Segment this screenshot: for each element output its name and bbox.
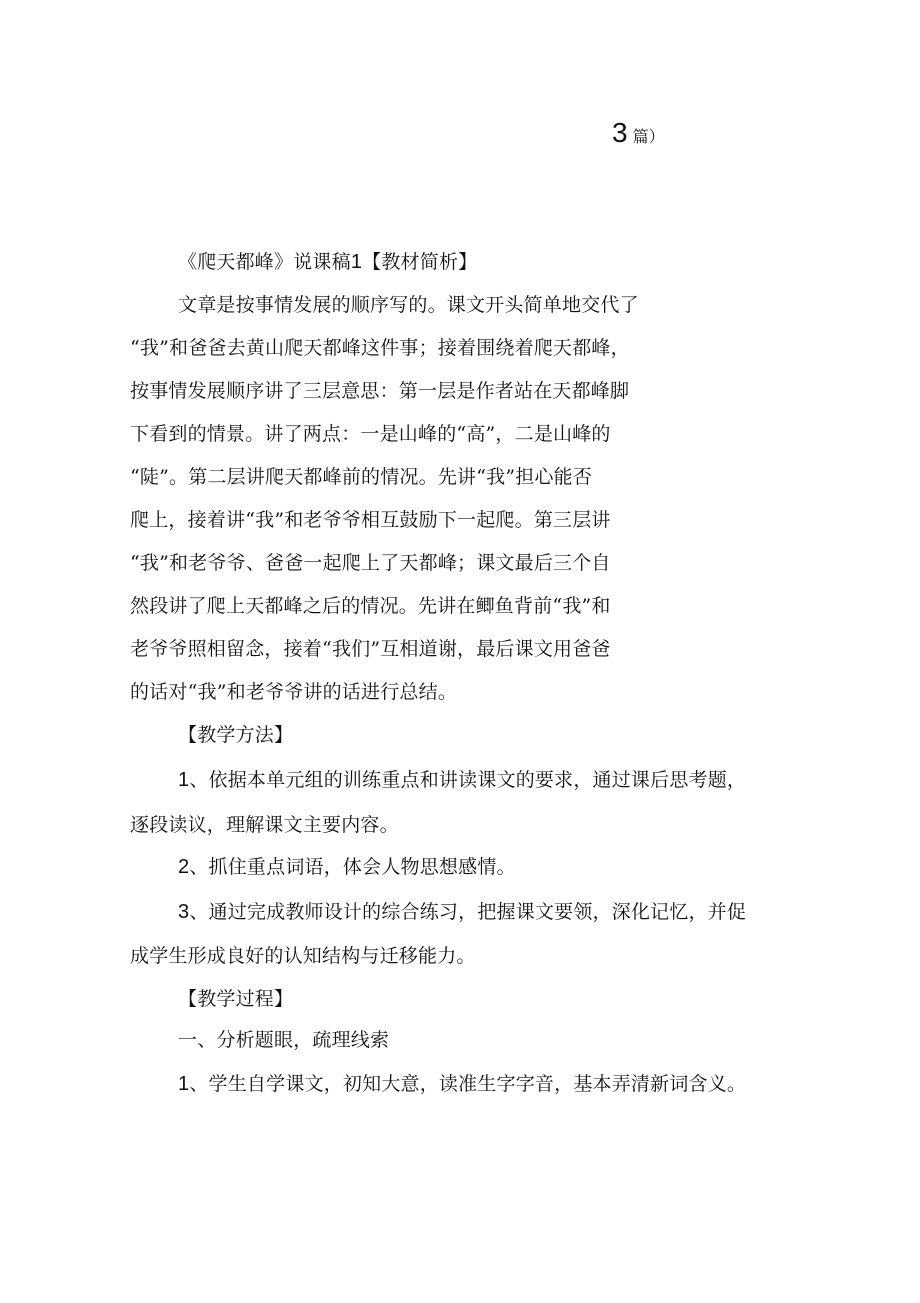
analysis-line: “陡”。第二层讲爬天都峰前的情况。先讲“我”担心能否 <box>130 466 593 488</box>
process-item-number: 1 <box>178 1073 190 1095</box>
analysis-line: 按事情发展顺序讲了三层意思：第一层是作者站在天都峰脚 <box>130 380 630 402</box>
method-item-number: 2 <box>178 856 190 878</box>
methods-heading: 【教学方法】 <box>178 724 294 746</box>
process-step-1: 一、分析题眼，疏理线索 <box>178 1029 390 1051</box>
analysis-line: 文章是按事情发展的顺序写的。课文开头简单地交代了 <box>178 294 639 316</box>
method-item-text: 、依据本单元组的训练重点和讲读课文的要求，通过课后思考题， <box>189 769 747 791</box>
analysis-line: 爬上，接着讲“我”和老爷爷相互鼓励下一起爬。第三层讲 <box>130 509 611 531</box>
title-section: 【教材简析】 <box>362 251 478 273</box>
process-heading: 【教学过程】 <box>178 988 294 1010</box>
analysis-line: “我”和老爷爷、爸爸一起爬上了天都峰；课文最后三个自 <box>130 552 611 574</box>
header-suffix: 篇） <box>632 127 665 146</box>
method-item-2 <box>178 855 516 879</box>
page-header-count <box>612 118 665 152</box>
process-item-text: 、学生自学课文，初知大意，读准生字字音，基本弄清新词含义。 <box>189 1073 747 1095</box>
document-title <box>178 250 477 274</box>
title-prefix: 《爬天都峰》说课稿 <box>178 251 351 273</box>
method-item-text: 、抓住重点词语，体会人物思想感情。 <box>189 856 516 878</box>
analysis-line: 老爷爷照相留念，接着“我们”互相道谢，最后课文用爸爸 <box>130 638 611 660</box>
title-number: 1 <box>350 251 363 273</box>
method-item-text: 、通过完成教师设计的综合练习，把握课文要领，深化记忆，并促 <box>189 901 747 923</box>
method-item-1-continued: 逐段读议，理解课文主要内容。 <box>130 814 399 836</box>
analysis-line: 的话对“我”和老爷爷讲的话进行总结。 <box>130 681 458 703</box>
process-item-1 <box>178 1072 746 1096</box>
method-item-3-continued: 成学生形成良好的认知结构与迁移能力。 <box>130 945 476 967</box>
method-item-number: 3 <box>178 901 190 923</box>
analysis-line: 然段讲了爬上天都峰之后的情况。先讲在鲫鱼背前“我”和 <box>130 595 611 617</box>
analysis-line: 下看到的情景。讲了两点：一是山峰的“高”，二是山峰的 <box>130 423 611 445</box>
header-number: 3 <box>612 117 628 148</box>
method-item-3 <box>178 900 746 924</box>
method-item-1 <box>178 768 746 792</box>
method-item-number: 1 <box>178 769 190 791</box>
analysis-line: “我”和爸爸去黄山爬天都峰这件事；接着围绕着爬天都峰， <box>130 337 630 359</box>
